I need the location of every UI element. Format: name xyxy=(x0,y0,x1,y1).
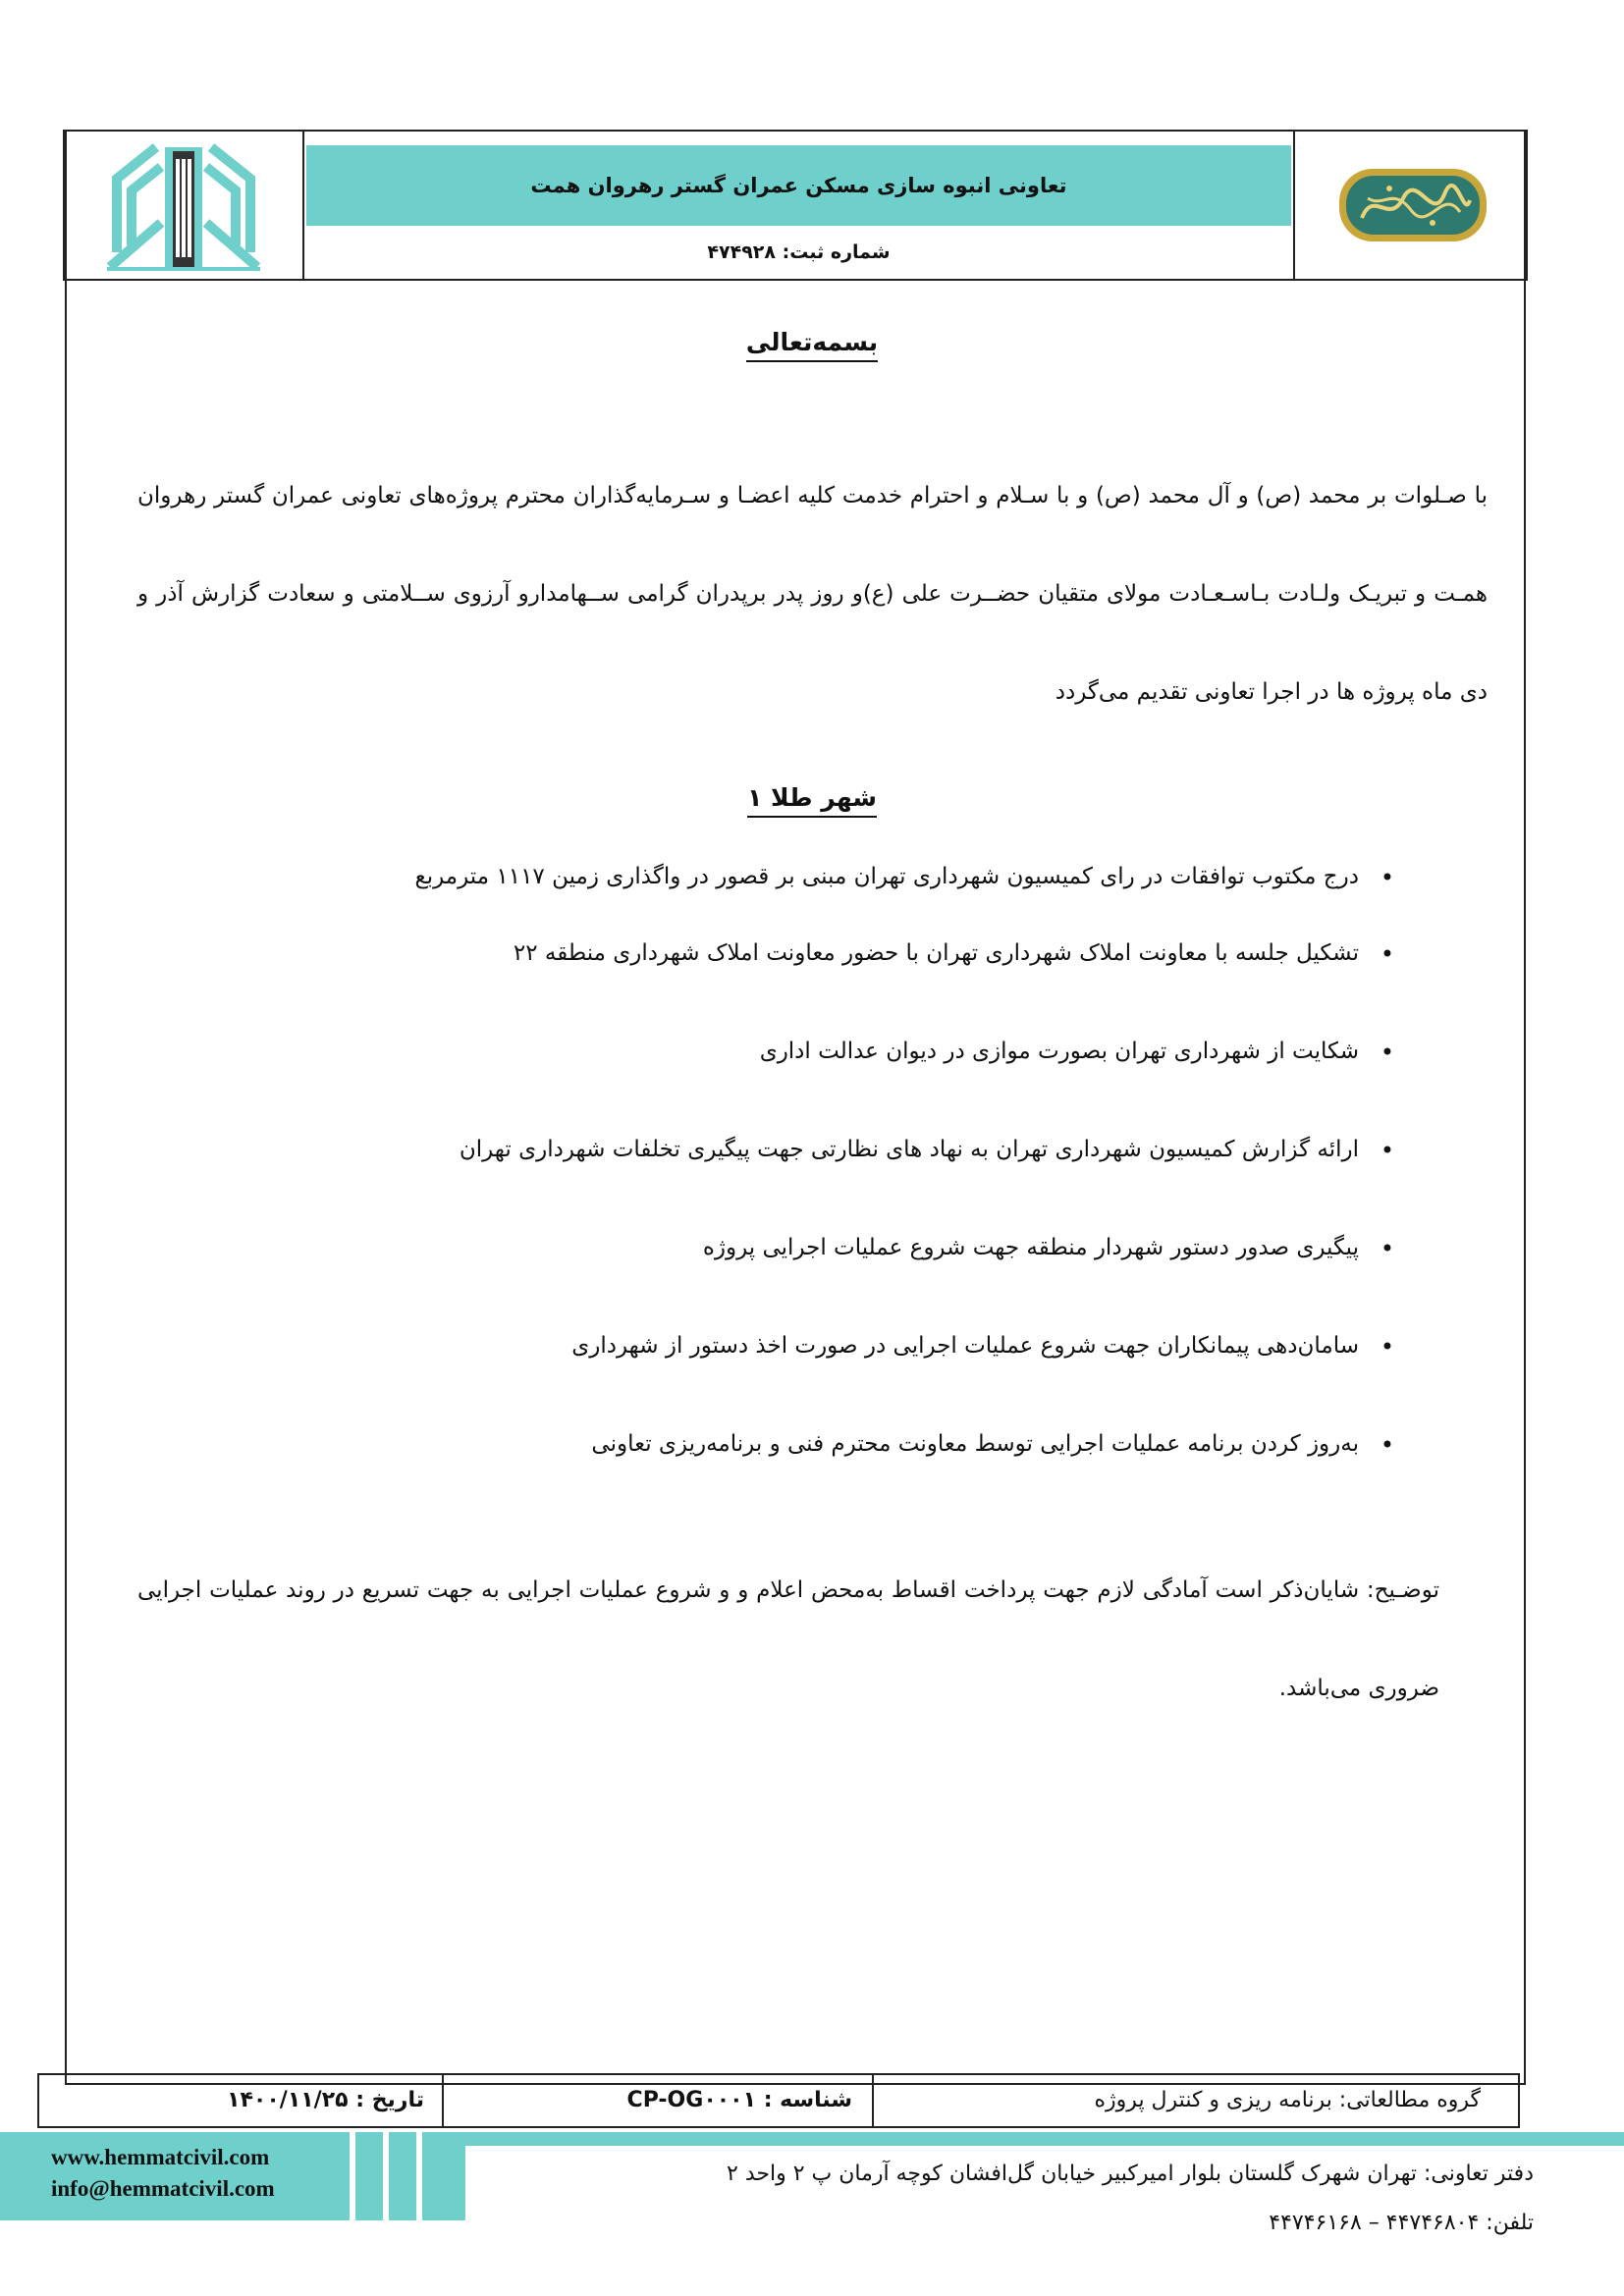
footer-bar xyxy=(355,2132,383,2220)
list-item: • شکایت از شهرداری تهران بصورت موازی در دیوان عدالت اداری xyxy=(196,1039,1394,1076)
task-list xyxy=(196,864,1394,1468)
footer-bar xyxy=(389,2132,416,2220)
email-link[interactable]: info@hemmatcivil.com xyxy=(51,2176,275,2201)
website-link[interactable]: www.hemmatcivil.com xyxy=(51,2145,270,2169)
registration-number: شماره ثبت: ۴۷۴۹۲۸ xyxy=(707,241,891,263)
list-item: • ارائه گزارش کمیسیون شهرداری تهران به نهاد های نظارتی جهت پیگیری تخلفات شهرداری تهران xyxy=(196,1137,1394,1174)
divider xyxy=(442,2073,444,2128)
emblem-cell xyxy=(1293,130,1528,281)
section-title: شهر طلا ۱ xyxy=(0,783,1624,812)
office-address: دفتر تعاونی: تهران شهرک گلستان بلوار امیرکبیر خیابان گل‌افشان کوچه آرمان پ ۲ واحد ۲ xyxy=(727,2162,1534,2186)
document-id: شناسه : CP-OG۰۰۰۱ xyxy=(626,2088,852,2112)
basmala-heading: بسمه‌تعالی xyxy=(0,328,1624,356)
calligraphy-emblem-icon xyxy=(1295,130,1530,281)
list-item: • سامان‌دهی پیمانکاران جهت شروع عملیات اجرایی در صورت اخذ دستور از شهرداری xyxy=(196,1333,1394,1370)
list-item: • درج مکتوب توافقات در رای کمیسیون شهرداری تهران مبنی بر قصور در واگذاری زمین ۱۱۱۷ مترمربع xyxy=(196,864,1394,901)
building-logo-icon xyxy=(63,130,304,281)
contact-links xyxy=(51,2142,275,2205)
office-phone: تلفن: ۴۴۷۴۶۸۰۴ – ۴۴۷۴۶۱۶۸ xyxy=(1269,2211,1534,2235)
note-paragraph: توضـیح: شایان‌ذکر است آمادگی لازم جهت پرداخت اقساط به‌محض اعلام و و شروع عملیات اجرایی به جهت تسریع در روند عملیات اجرایی ضروری می‌باشد. xyxy=(137,1577,1439,1701)
divider xyxy=(872,2073,874,2128)
footer-bar xyxy=(422,2132,465,2220)
list-item: • به‌روز کردن برنامه عملیات اجرایی توسط معاونت محترم فنی و برنامه‌ریزی تعاونی xyxy=(196,1431,1394,1468)
cooperative-name: تعاونی انبوه سازی مسکن عمران گستر رهروان همت xyxy=(530,174,1067,197)
document-date: تاریخ : ۱۴۰۰/۱۱/۲۵ xyxy=(227,2088,424,2112)
list-item: • تشکیل جلسه با معاونت املاک شهرداری تهران با حضور معاونت املاک شهرداری منطقه ۲۲ xyxy=(196,940,1394,978)
office-contact xyxy=(550,2150,1534,2248)
study-group: گروه مطالعاتی: برنامه ریزی و کنترل پروژه xyxy=(1094,2088,1481,2112)
logo-cell xyxy=(63,130,304,281)
intro-paragraph: با صـلوات بر محمد (ص) و آل محمد (ص) و با سـلام و احترام خدمت کلیه اعضـا و سـرمایه‌گذاران محترم پروژه‌های تعاونی عمران گستر رهروان همـت و تبریـک ولـادت بـاسـعـادت مولای متقیان حضــرت علی (ع)و روز پدر برپدران گرامی ســهامدارو آرزوی ســلامتی و سعادت گزارش آذر و دی ماه پروژه ها در اجرا تعاونی تقدیم می‌گردد xyxy=(137,483,1488,705)
footer-accent-line xyxy=(442,2132,1624,2146)
list-item: • پیگیری صدور دستور شهردار منطقه جهت شروع عملیات اجرایی پروژه xyxy=(196,1235,1394,1272)
